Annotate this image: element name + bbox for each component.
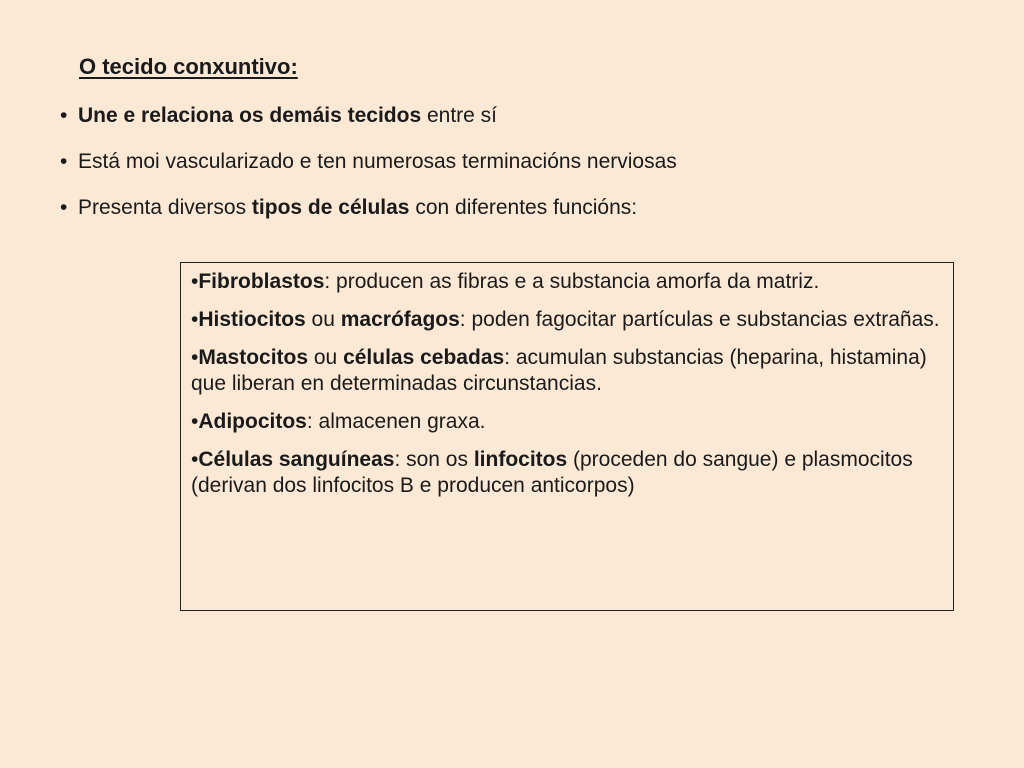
bullet-glyph: • [60, 196, 68, 219]
cell-description: : acumulan substancias (heparina, histamina) que liberan en determinadas circunstancias. [191, 346, 927, 395]
bullet-bold-text: tipos de células [251, 196, 410, 219]
bullet-item-vascularization [60, 147, 677, 193]
cell-connector: : son os [394, 448, 474, 471]
bullet-glyph: • [60, 150, 68, 173]
cell-name: Fibroblastos [198, 270, 325, 293]
cell-alt-name: linfocitos [473, 448, 568, 471]
cell-type-fibroblasts [191, 269, 943, 295]
cell-description: : almacenen graxa. [306, 410, 486, 433]
slide-title: O tecido conxuntivo: [79, 54, 298, 79]
cell-description: : producen as fibras e a substancia amorfa da matriz. [324, 270, 820, 293]
cell-name: Adipocitos [198, 410, 307, 433]
cell-type-histiocytes [191, 307, 943, 333]
cell-type-adipocytes [191, 409, 943, 435]
cell-types-box [180, 262, 954, 611]
cell-description: : poden fagocitar partículas e substancias extrañas. [459, 308, 940, 331]
bullet-text: Está moi vascularizado e ten numerosas terminacións nerviosas [78, 150, 677, 173]
cell-name: Mastocitos [198, 346, 309, 369]
cell-type-blood-cells [191, 447, 943, 499]
bullet-bold-text: Une e relaciona os demáis tecidos [78, 104, 422, 127]
cell-alt-name: macrófagos [340, 308, 460, 331]
cell-bullet-glyph: • [191, 346, 199, 369]
bullet-pre-text: Presenta diversos [78, 196, 252, 219]
cell-bullet-glyph: • [191, 410, 199, 433]
cell-bullet-glyph: • [191, 270, 199, 293]
bullet-text: con diferentes funcións: [409, 196, 638, 219]
bullet-glyph: • [60, 104, 68, 127]
cell-name: Histiocitos [198, 308, 306, 331]
cell-name: Células sanguíneas [198, 448, 395, 471]
cell-bullet-glyph: • [191, 448, 199, 471]
bullet-item-tissue-link [60, 101, 677, 147]
main-bullet-list [60, 101, 677, 239]
cell-connector: ou [305, 308, 341, 331]
cell-bullet-glyph: • [191, 308, 199, 331]
bullet-text: entre sí [421, 104, 498, 127]
cell-connector: ou [308, 346, 344, 369]
bullet-item-cell-types [60, 193, 677, 239]
cell-type-mastocytes [191, 345, 943, 397]
cell-alt-name: células cebadas [343, 346, 505, 369]
cell-description: (proceden do sangue) e plasmocitos (derivan dos linfocitos B e producen anticorpos) [191, 448, 913, 497]
